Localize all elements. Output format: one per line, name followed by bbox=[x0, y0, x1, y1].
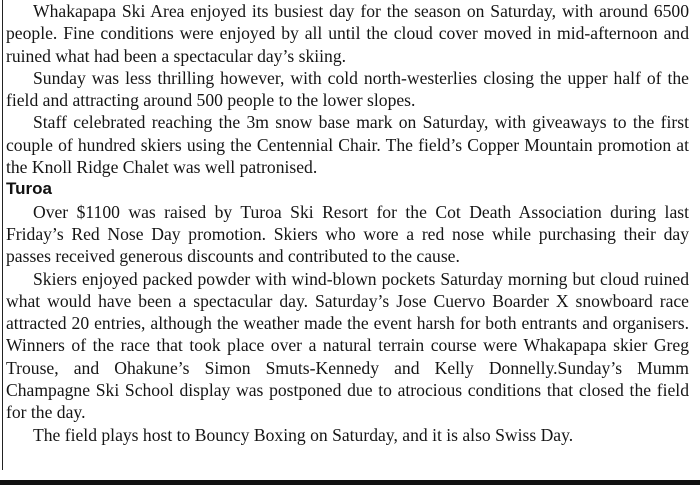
paragraph-bouncy-boxing: The field plays host to Bouncy Boxing on Saturday, and it is also Swiss Day. bbox=[33, 424, 574, 445]
paragraph-boarder-x-race: Skiers enjoyed packed powder with wind-blown pockets Saturday morning but cloud ruined what would have been a spectacular day. Saturday’s Jose Cuervo Boarder X snowboard race attracted 20 entries, although the weather made the event harsh for both entrants and organisers. Winners of the race that took place over a natural terrain course were Whakapapa skier Greg Trouse, and Ohakune’s Simon Smuts-Kennedy and Kelly Donnelly.Sunday’s Mumm Champagne Ski School display was postponed due to atrocious conditions that closed the field for the day. bbox=[6, 268, 689, 423]
paragraph-whakapapa-busiest-day: Whakapapa Ski Area enjoyed its busiest day for the season on Saturday, with around 6500 people. Fine conditions were enjoyed by all until the cloud cover moved in mid-afternoon and ruined what had been a spectacular day’s skiing. bbox=[6, 1, 689, 66]
paragraph-snow-base-celebration: Staff celebrated reaching the 3m snow base mark on Saturday, with giveaways to the first couple of hundred skiers using the Centennial Chair. The field’s Copper Mountain promotion at the Knoll Ridge Chalet was well patronised. bbox=[6, 112, 689, 178]
article-body bbox=[6, 0, 689, 446]
column-rule bbox=[2, 0, 3, 470]
bottom-border bbox=[0, 480, 700, 485]
paragraph-red-nose-day: Over $1100 was raised by Turoa Ski Resort for the Cot Death Association during last Friday’s Red Nose Day promotion. Skiers who wore a red nose while purchasing their day passes received generous discounts and contributed to the cause. bbox=[6, 201, 689, 267]
section-heading-turoa: Turoa bbox=[6, 179, 52, 199]
paragraph-sunday-conditions: Sunday was less thrilling however, with cold north-westerlies closing the upper half of the field and attracting around 500 people to the lower slopes. bbox=[6, 67, 689, 111]
